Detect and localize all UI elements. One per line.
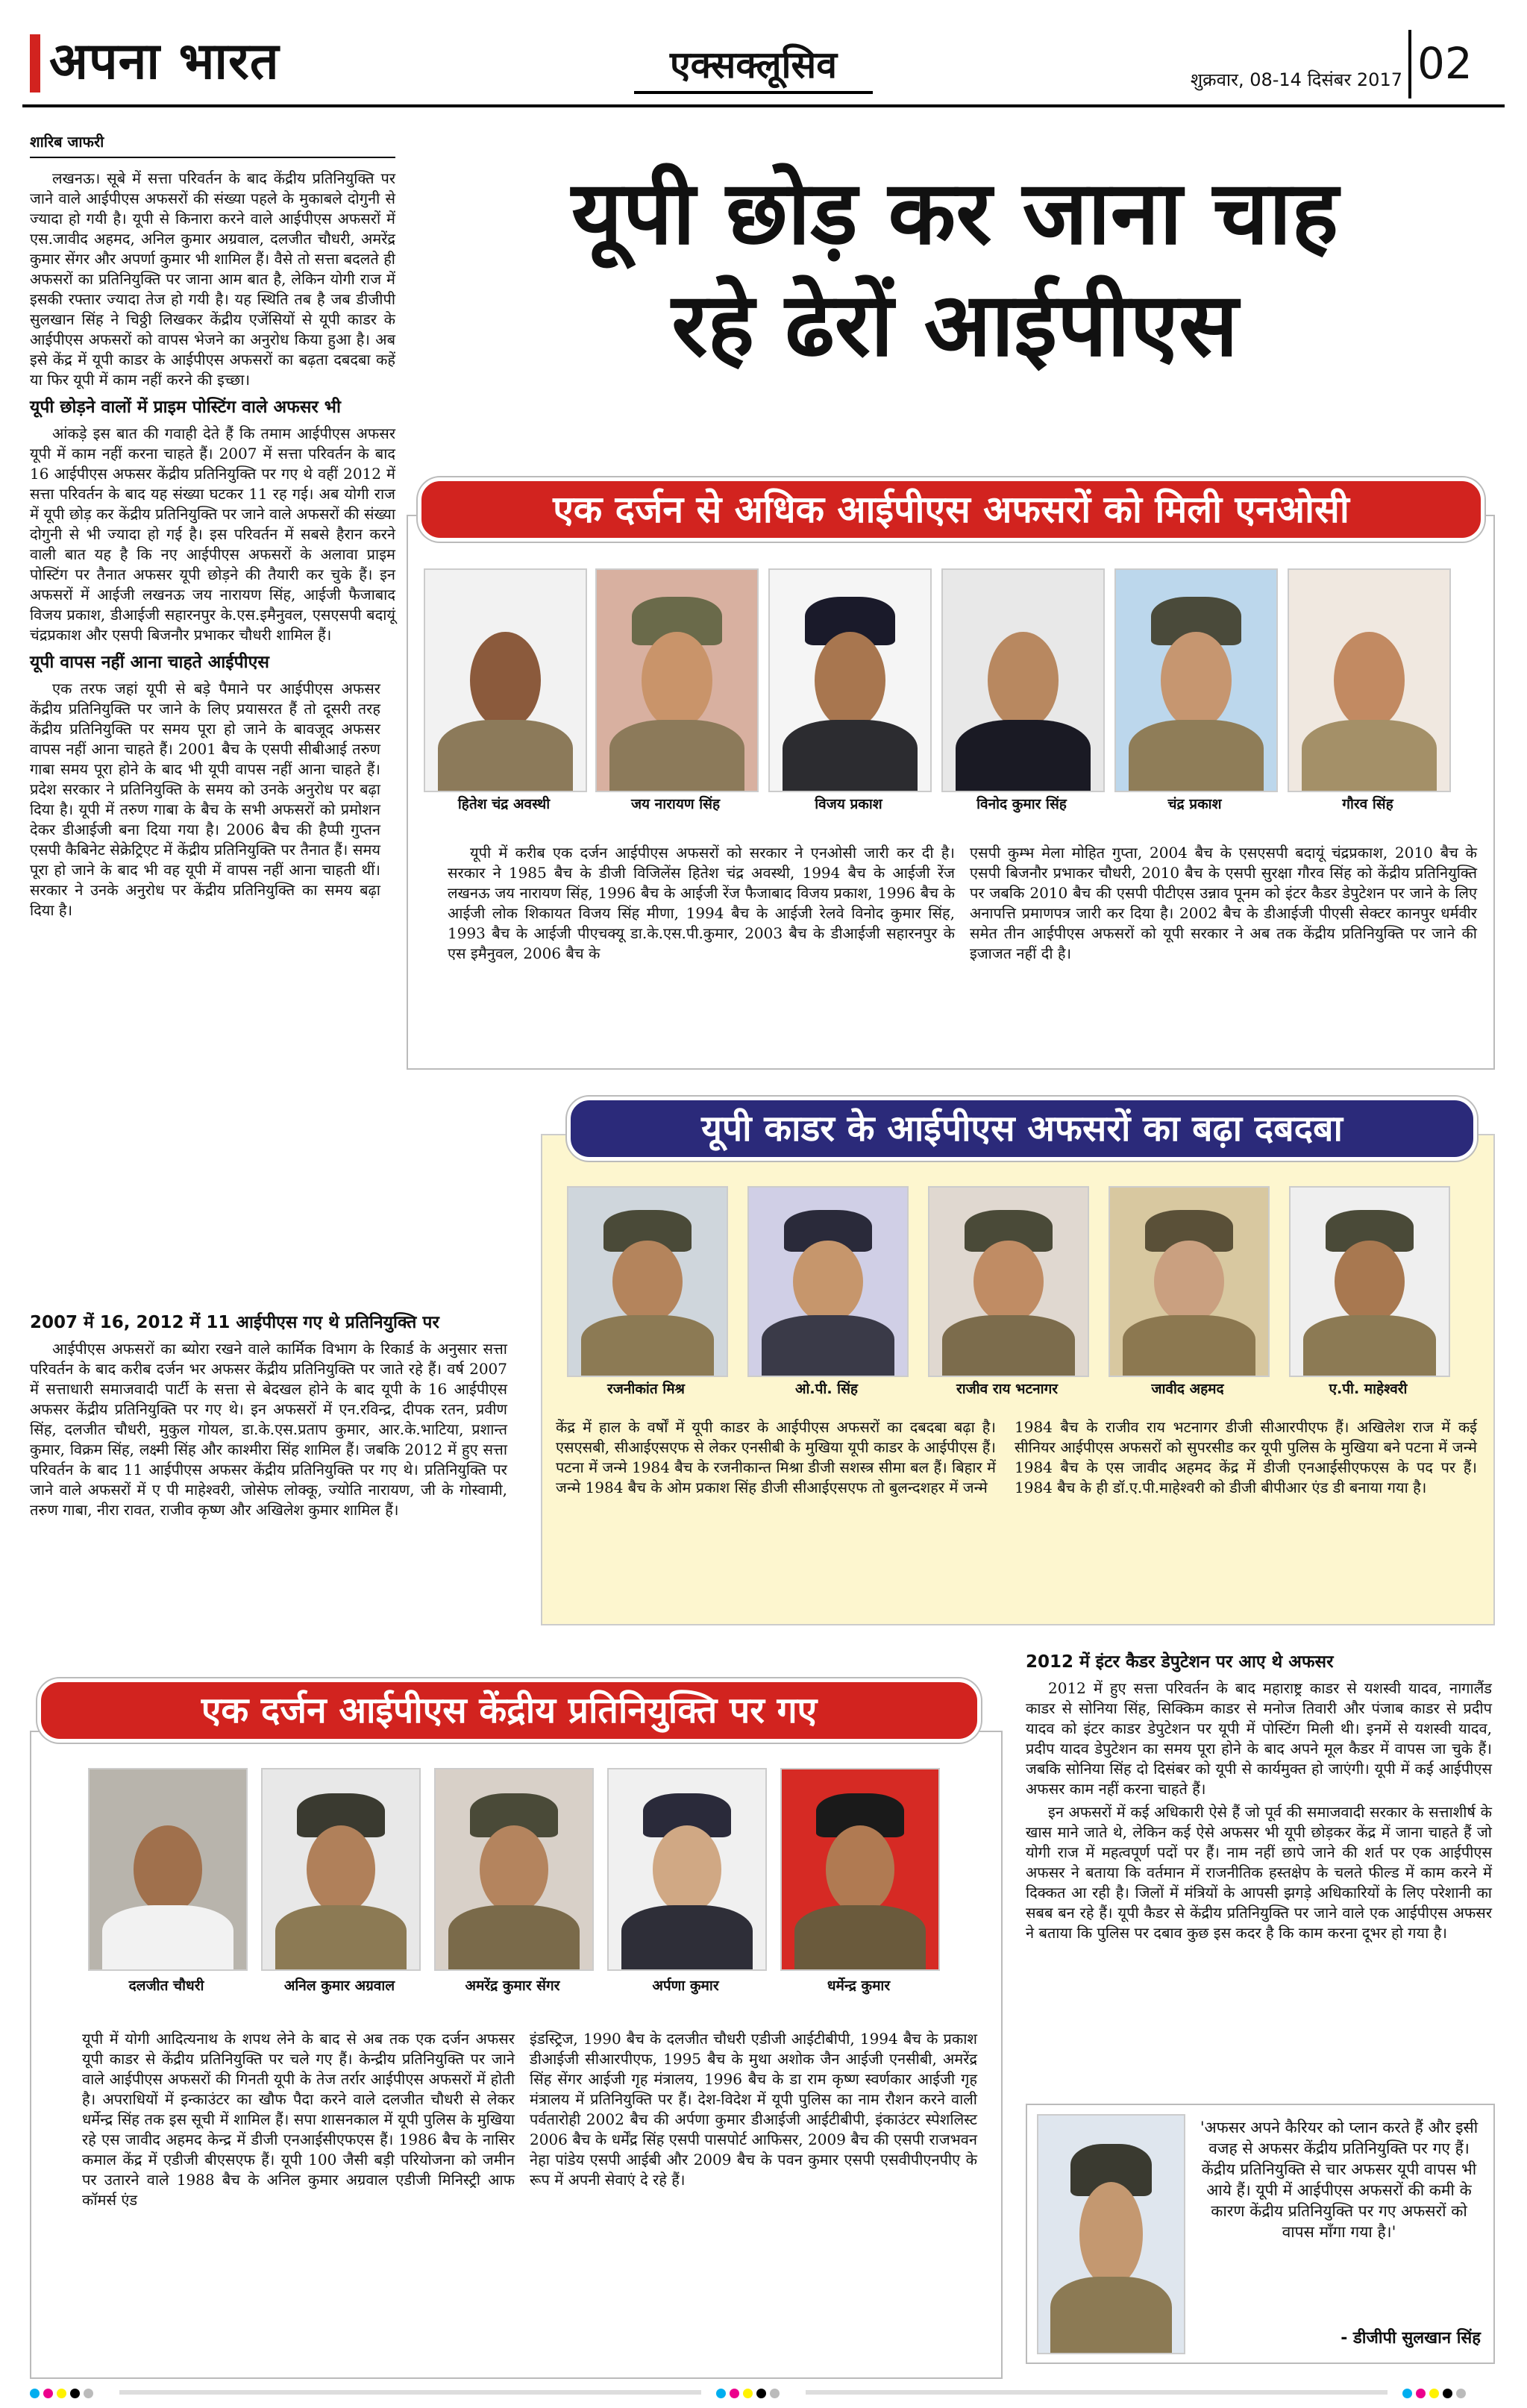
masthead-red-bar (30, 34, 40, 93)
masthead-title: अपना भारत (49, 32, 280, 91)
photo-anil-kumar-agrawal (261, 1768, 421, 1971)
byline-rule (30, 157, 395, 158)
caption: विनोद कुमार सिंह (976, 796, 1067, 812)
registration-dot (743, 2389, 753, 2398)
registration-dot (84, 2389, 93, 2398)
footer-color-dots-left (30, 2387, 97, 2401)
caption: राजीव राय भटनागर (956, 1381, 1059, 1397)
caption: ओ.पी. सिंह (794, 1381, 859, 1397)
registration-dot (43, 2389, 53, 2398)
quote-text: 'अफसर अपने कैरियर को प्लान करते हैं और इसी वजह से अफसर केंद्रीय प्रतिनियुक्ति पर गए हैं। केंद्रीय प्रतिनियुक्ति से चार अफसर यूपी वापस भी आये हैं। यूपी में आईपीएस अफसरों की कमी के कारण केंद्रीय प्रतिनियुक्ति पर गए अफसरों को वापस माँगा गया है।' (1200, 2119, 1479, 2241)
subhead-not-returning: यूपी वापस नहीं आना चाहते आईपीएस (30, 653, 269, 672)
dominance-text-right: 1984 बैच के राजीव राय भटनागर डीजी सीआरपीएफ हैं। अखिलेश राज में कई सीनियर आईपीएस अफसरों को सुपरसीड कर यूपी पुलिस के मुखिया बने पटना में जन्मे 1984 बैच के एस जावीद अहमद केंद्र में डीजी एनआईसीएफएस के पद पर हैं। 1984 बैच के ही डॉ.ए.पी.माहेश्वरी को डीजी बीपीआर एंड डी बनाया गया है। (1015, 1418, 1477, 1496)
right-column (1026, 1652, 1492, 1946)
registration-dot (70, 2389, 80, 2398)
photo-daljeet-chaudhary (88, 1768, 248, 1971)
footer-color-dots-right (1402, 2387, 1470, 2401)
photo-gaurav-singh (1288, 568, 1451, 792)
caption: ए.पी. माहेश्वरी (1329, 1381, 1408, 1397)
registration-dot (770, 2389, 780, 2398)
paragraph-inter-cadre: 2012 में हुए सत्ता परिवर्तन के बाद महाराष्ट्र काडर से यशस्वी यादव, नागालैंड काडर से सोनिया सिंह, सिक्किम काडर से मनोज तिवारी और पंजाब काडर से प्रदीप यादव को इंटर काडर डेपुटेशन पर यूपी में पोस्टिंग मिली थी। इनमें से यशस्वी यादव, प्रदीप यादव डेपुटेशन का समय पूरा होने के बाद अपने मूल कैडर में वापस जा चुके हैं। जबकि सोनिया सिंह दो दिसंबर को यूपी से कार्यमुक्त हो जाएंगी। यूपी में कई आईपीएस अफसर काम नहीं करना चाहते हैं। (1026, 1679, 1492, 1798)
deputation-text-left: यूपी में योगी आदित्यनाथ के शपथ लेने के बाद से अब तक एक दर्जन अफसर यूपी काडर से केंद्रीय प्रतिनियुक्ति पर चले गए हैं। केन्द्रीय प्रतिनियुक्ति पर जाने वाले आईपीएस अफसरों की गिनती यूपी के तेज तर्रार आईपीएस अफसरों में होती है। अपराधियों में इन्काउंटर का खौफ पैदा करने वाले दलजीत चौधरी से लेकर धर्मेन्द्र सिंह तक इस सूची में शामिल हैं। सपा शासनकाल में यूपी पुलिस के मुखिया रहे एस जावीद अहमद केन्द्र में डीजी एनआईसीएफएस हैं। 1986 बैच के नासिर कमाल केंद्र में एडीजी बीएसएफ हैं। यूपी 100 जैसी बड़ी परियोजना को जमीन पर उतारने वाले 1988 बैच के अनिल कुमार अग्रवाल एडीजी मिनिस्ट्री आफ कॉमर्स एंड (82, 2030, 515, 2209)
caption: चंद्र प्रकाश (1167, 796, 1222, 812)
intro-paragraph: लखनऊ। सूबे में सत्ता परिवर्तन के बाद केंद्रीय प्रतिनियुक्ति पर जाने वाले आईपीएस अफसरों की संख्या पहले के मुकाबले दोगुनी से ज्यादा हो गयी है। यूपी से किनारा करने वाले आईपीएस अफसरों में एस.जावीद अहमद, अनिल कुमार अग्रवाल, दलजीत चौधरी, अमरेंद्र कुमार सेंगर और अपर्णा कुमार भी शामिल हैं। वैसे तो सत्ता बदलते ही अफसरों का प्रतिनियुक्ति पर जाना आम बात है, लेकिन योगी राज में इसकी रफ्तार ज्यादा तेज हो गयी है। यह स्थिति तब है जब डीजीपी सुलखान सिंह ने चिठ्ठी लिखकर केंद्रीय एजेंसियों से यूपी काडर के आईपीएस अफसरों को वापस भेजने का अनुरोध किया हुआ है। अब इसे केंद्र में यूपी काडर के आईपीएस अफसरों का बढ़ता दबदबा कहें या फिर यूपी में काम नहीं करने की इच्छा। (30, 169, 395, 389)
byline: शारिब जाफरी (30, 133, 104, 151)
headline-line-1: यूपी छोड़ कर जाना चाह (571, 161, 1338, 264)
subhead-2007-2012: 2007 में 16, 2012 में 11 आईपीएस गए थे प्रतिनियुक्ति पर (30, 1313, 439, 1332)
paragraph-not-returning: एक तरफ जहां यूपी से बड़े पैमाने पर आईपीएस अफसर केंद्रीय प्रतिनियुक्ति पर जाने के लिए प्रयासरत हैं तो दूसरी तरह केंद्रीय प्रतिनियुक्ति पर समय पूरा हो जाने के बावजूद अफसर वापस नहीं आना चाहते हैं। 2001 बैच के एसपी सीबीआई तरुण गाबा समय पूरा होने के बाद भी यूपी वापस नहीं आना चाहते हैं। प्रदेश सरकार ने प्रतिनियुक्ति के समय को उनके अनुरोध पर बढ़ा दिया है। यूपी में तरुण गाबा के बैच के सभी अफसरों को प्रमोशन देकर डीआईजी बना दिया गया है। 2006 बैच की हैप्पी गुप्तन एसपी कैबिनेट सेक्रेट्रिएट में केंद्रीय प्रतिनियुक्ति पर तैनात हैं। समय पूरा हो जाने के बाद भी वह यूपी में वापस नहीं आना चाहती थीं। सरकार ने उनके अनुरोध पर केंद्रीय प्रतिनियुक्ति का समय बढ़ा दिया है। (30, 680, 380, 919)
photo-jai-narayan-singh (595, 568, 759, 792)
subhead-prime-posting: यूपी छोड़ने वालों में प्राइम पोस्टिंग वाले अफसर भी (30, 398, 341, 417)
photo-rajeev-rai-bhatnagar (928, 1186, 1089, 1377)
photo-arpana-kumar (607, 1768, 767, 1971)
registration-dot (756, 2389, 766, 2398)
caption: विजय प्रकाश (815, 796, 882, 812)
photo-javeed-ahmad (1109, 1186, 1270, 1377)
registration-dot (1443, 2389, 1452, 2398)
photo-vinod-kumar-singh (941, 568, 1105, 792)
noc-box-title: एक दर्जन से अधिक आईपीएस अफसरों को मिली एनओसी (418, 477, 1484, 542)
caption: धर्मेन्द्र कुमार (827, 1978, 891, 1994)
noc-text-right: एसपी कुम्भ मेला मोहित गुप्ता, 2004 बैच के एसएसपी बदायूं चंद्रप्रकाश, 2010 बैच के एसपी बिजनौर प्रभाकर चौधरी, 2010 बैच के एसपी सुरक्षा गौरव सिंह को केंद्रीय प्रतिनियुक्ति पर जबकि 2010 बैच की एसपी पीटीएस उन्नाव पूनम को इंटर कैडर डेपुटेशन पर जाने के लिए अनापत्ति प्रमाणपत्र जारी कर दिया है। 2002 बैच के डीआईजी पीएसी सेक्टर कानपुर धर्मवीर समेत तीन आईपीएस अफसरों को यूपी सरकार ने अब तक केंद्रीय प्रतिनियुक्ति पर जाने की इजाजत नहीं दी है। (970, 844, 1477, 962)
paragraph-prime-posting: आंकड़े इस बात की गवाही देते हैं कि तमाम आईपीएस अफसर यूपी में काम नहीं करना चाहते हैं। 2007 में सत्ता परिवर्तन के बाद 16 आईपीएस अफसर केंद्रीय प्रतिनियुक्ति पर गए थे वहीं 2012 में सत्ता परिवर्तन के बाद यह संख्या घटकर 11 रह गई। अब योगी राज में यूपी छोड़ कर केंद्रीय प्रतिनियुक्ति पर जाने वाले अफसरों की संख्या दोगुनी से भी ज्यादा हो गई है। इस परिवर्तन में सबसे हैरान करने वाली बात यह है कि नए आईपीएस अफसरों के अलावा प्राइम पोस्टिंग पर तैनात अफसर यूपी छोड़ने की तैयारी कर चुके हैं। इन अफसरों में आईजी लखनऊ जय नारायण सिंह, आईजी फैजाबाद विजय प्रकाश, डीआईजी सहारनपुर के.एस.इमैनुवल, एसएसपी बदायूं चंद्रप्रकाश और एसपी बिजनौर प्रभाकर चौधरी शामिल हैं। (30, 424, 396, 644)
caption: अमरेंद्र कुमार सेंगर (465, 1978, 560, 1994)
photo-rajnikant-mishra (567, 1186, 728, 1377)
caption: जय नारायण सिंह (630, 796, 721, 812)
photo-vijay-prakash (768, 568, 932, 792)
left-column (30, 169, 395, 924)
page-number-divider (1408, 30, 1411, 98)
paragraph-pressure: इन अफसरों में कई अधिकारी ऐसे हैं जो पूर्व की समाजवादी सरकार के सत्ताशीर्ष के खास माने जाते थे, लेकिन कई ऐसे अफसर भी यूपी छोड़कर केंद्र में जाना चाहते हैं जो योगी राज में महत्वपूर्ण पदों पर हैं। नाम नहीं छापे जाने की शर्त पर एक आईपीएस अफसर ने बताया कि वर्तमान में राजनीतिक हस्तक्षेप के चलते फील्ड में काम करने में दिक्कत आ रही है। जिलों में मंत्रियों के आपसी झगड़े अधिकारियों के लिए परेशानी का सबब बन रहे हैं। यूपी कैडर से केंद्रीय प्रतिनियुक्ति पर जाने वाले एक आईपीएस अफसर ने बताया कि पुलिस पर दबाव कुछ इस कदर है कि काम करना दूभर हो गया है। (1026, 1803, 1492, 1942)
photo-dharmendra-kumar (780, 1768, 940, 1971)
issue-date: शुक्रवार, 08-14 दिसंबर 2017 (1190, 69, 1402, 90)
registration-dot (1456, 2389, 1466, 2398)
registration-dot (1402, 2389, 1412, 2398)
photo-hitesh-awasthi (424, 568, 587, 792)
dominance-box-title: यूपी काडर के आईपीएस अफसरों का बढ़ा दबदबा (567, 1097, 1477, 1161)
footer-color-dots-center (716, 2387, 783, 2401)
photo-ap-maheshwari (1289, 1186, 1450, 1377)
paragraph-2007-2012: आईपीएस अफसरों का ब्योरा रखने वाले कार्मिक विभाग के रिकार्ड के अनुसार सत्ता परिवर्तन के बाद करीब दर्जन भर अफसर केंद्रीय प्रतिनियुक्ति पर जाते रहे हैं। वर्ष 2007 में सत्ताधारी समाजवादी पार्टी के सत्ता से बेदखल होने के बाद यूपी के 16 आईपीएस अफसर केंद्रीय प्रतिनियुक्ति पर गए थे। इन अफसरों में एन.रविन्द्र, दीपक रतन, प्रवीण सिंह, दलजीत चौधरी, मुकुल गोयल, डा.के.एस.प्रताप कुमार, आर.के.भाटिया, प्रशान्त कुमार, विक्रम सिंह, लक्ष्मी सिंह और काश्मीरा सिंह शामिल हैं। जबकि 2012 में हुए सत्ता परिवर्तन के बाद 11 आईपीएस अफसर केंद्रीय प्रतिनियुक्ति पर गए थे। प्रतिनियुक्ति पर जाने वाले अफसरों में ए पी माहेश्वरी, जोसेफ लोक्कू, ज्योति नारायण, जी के गोस्वामी, तरुण गाबा, नीरा रावत, राजीव कृष्ण और अखिलेश कुमार शामिल हैं। (30, 1340, 507, 1519)
subhead-inter-cadre: 2012 में इंटर कैडर डेपुटेशन पर आए थे अफसर (1026, 1652, 1334, 1672)
left-column-lower (30, 1305, 507, 1523)
section-underline (634, 91, 873, 94)
caption: दलजीत चौधरी (128, 1978, 204, 1994)
headline-line-2: रहे ढेरों आईपीएस (671, 273, 1238, 376)
photo-op-singh (747, 1186, 909, 1377)
footer-gray-strip (119, 2390, 701, 2395)
caption: अर्पणा कुमार (652, 1978, 719, 1994)
photo-dgp-sulkhan-singh (1037, 2114, 1185, 2354)
registration-dot (30, 2389, 40, 2398)
registration-dot (1429, 2389, 1439, 2398)
deputation-text-right: इंडस्ट्रिज, 1990 बैच के दलजीत चौधरी एडीजी आईटीबीपी, 1994 बैच के प्रकाश डीआईजी सीआरपीएफ, 1995 बैच के मुथा अशोक जैन आईजी एनसीबी, अमरेंद्र सिंह सेंगर आईजी गृह मंत्रालय, 1996 बैच के डा राम कृष्ण स्वर्णकार आईजी गृह मंत्रालय में प्रतिनियुक्ति पर हैं। देश-विदेश में यूपी पुलिस का नाम रौशन करने वाली पर्वतारोही 2002 बैच की अर्पणा कुमार डीआईजी आईटीबीपी, इंकाउंटर स्पेशलिस्ट 2006 बैच के धर्मेंद्र सिंह एसपी पासपोर्ट आफिसर, 2009 बैच की एसपी राजभवन नेहा पांडेय एसपी आईबी और 2009 बैच के पवन कुमार एसपी एसवीपीएनपीए के रूप में अपनी सेवाएं दे रहे हैं। (530, 2030, 977, 2189)
caption: जावीद अहमद (1151, 1381, 1224, 1397)
deputation-box-title: एक दर्जन आईपीएस केंद्रीय प्रतिनियुक्ति पर गए (37, 1678, 981, 1743)
dominance-text-left: केंद्र में हाल के वर्षों में यूपी काडर के आईपीएस अफसरों का दबदबा बढ़ा है। एसएसबी, सीआईएसएफ से लेकर एनसीबी के मुखिया यूपी काडर के आईपीएस हैं। पटना में जन्मे 1984 बैच के रजनीकान्त मिश्रा डीजी सशस्त्र सीमा बल हैं। बिहार में जन्मे 1984 बैच के ओम प्रकाश सिंह डीजी सीआईएसएफ तो बुलन्दशहर में जन्मे (556, 1418, 996, 1496)
headline (418, 157, 1492, 380)
section-label: एक्सक्लूसिव (669, 43, 838, 87)
caption: रजनीकांत मिश्र (606, 1381, 686, 1397)
registration-dot (57, 2389, 66, 2398)
registration-dot (716, 2389, 726, 2398)
registration-dot (730, 2389, 739, 2398)
noc-text-left: यूपी में करीब एक दर्जन आईपीएस अफसरों को सरकार ने एनओसी जारी कर दी है। सरकार ने 1985 बैच के डीजी विजिलेंस हितेश चंद्र अवस्थी, 1994 बैच के आईजी रेंज लखनऊ जय नारायण सिंह, 1996 बैच के आईजी रेंज फैजाबाद विजय प्रकाश, 1996 बैच के आईजी लोक शिकायत विजय सिंह मीणा, 1994 बैच के आईजी रेलवे विनोद कुमार सिंह, 1993 बैच के आईजी पीएचक्यू डा.के.एस.पी.कुमार, 2003 बैच के डीआईजी सहारनपुर के एस इमैनुवल, 2006 बैच के (448, 844, 955, 962)
photo-chandra-prakash (1114, 568, 1278, 792)
photo-amrendra-kumar-sengar (434, 1768, 594, 1971)
caption: हितेश चंद्र अवस्थी (457, 796, 551, 812)
quote-attribution: - डीजीपी सुलखान सिंह (1341, 2329, 1481, 2348)
footer-gray-strip (806, 2390, 1388, 2395)
caption: गौरव सिंह (1342, 796, 1393, 812)
page-number: 02 (1417, 38, 1473, 89)
caption: अनिल कुमार अग्रवाल (283, 1978, 395, 1994)
header-rule (22, 104, 1505, 107)
registration-dot (1416, 2389, 1426, 2398)
masthead-logo (30, 28, 358, 95)
